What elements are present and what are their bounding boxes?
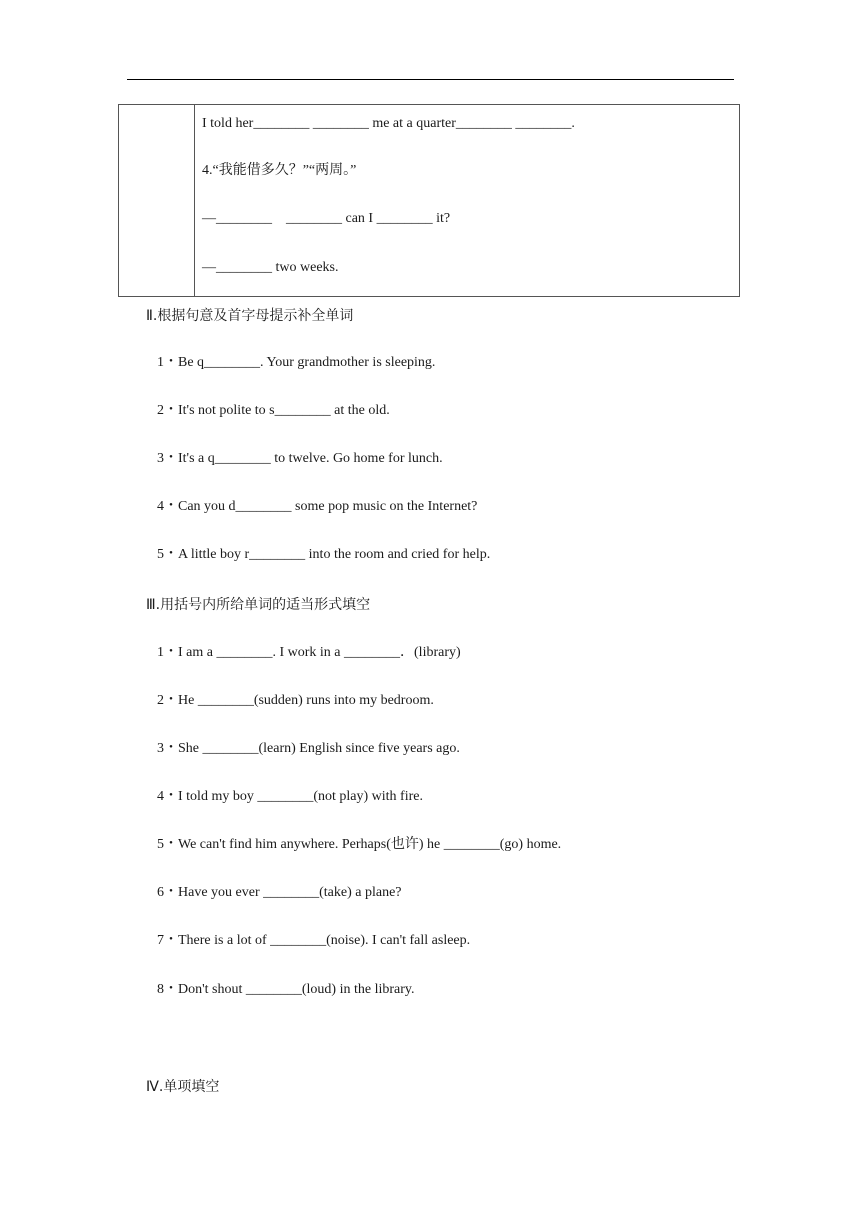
section-3-item-1: 1・I am a ________. I work in a ________．(library) [157, 645, 461, 660]
section-4-heading: Ⅳ.单项填空 [146, 1079, 220, 1095]
section-2-item-3: 3・It's a q________ to twelve. Go home for lunch. [157, 451, 443, 466]
section-3-item-8: 8・Don't shout ________(loud) in the library. [157, 982, 415, 997]
section-2-item-1: 1・Be q________. Your grandmother is sleeping. [157, 355, 436, 370]
header-rule [127, 79, 734, 80]
table-line-4: —________ two weeks. [202, 260, 339, 275]
table-line-2: 4.“我能借多久？”“两周。” [202, 163, 357, 178]
section-3-item-6: 6・Have you ever ________(take) a plane? [157, 885, 402, 900]
section-3-item-3: 3・She ________(learn) English since five years ago. [157, 741, 460, 756]
section-3-item-7: 7・There is a lot of ________(noise). I can't fall asleep. [157, 933, 471, 948]
table-line-3: —________ ________ can I ________ it? [202, 211, 451, 226]
answer-table [118, 104, 740, 297]
section-3-item-4: 4・I told my boy ________(not play) with fire. [157, 789, 423, 804]
section-2-item-5: 5・A little boy r________ into the room and cried for help. [157, 547, 491, 562]
table-line-1: I told her________ ________ me at a quarter________ ________. [202, 116, 575, 131]
table-column-divider [194, 105, 195, 296]
section-2-heading: Ⅱ.根据句意及首字母提示补全单词 [146, 308, 354, 324]
section-3-heading: Ⅲ.用括号内所给单词的适当形式填空 [146, 597, 371, 613]
section-3-item-5: 5・We can't find him anywhere. Perhaps(也许) he ________(go) home. [157, 837, 562, 852]
section-3-item-2: 2・He ________(sudden) runs into my bedroom. [157, 693, 434, 708]
section-2-item-4: 4・Can you d________ some pop music on the Internet? [157, 499, 478, 514]
section-2-item-2: 2・It's not polite to s________ at the old. [157, 403, 390, 418]
